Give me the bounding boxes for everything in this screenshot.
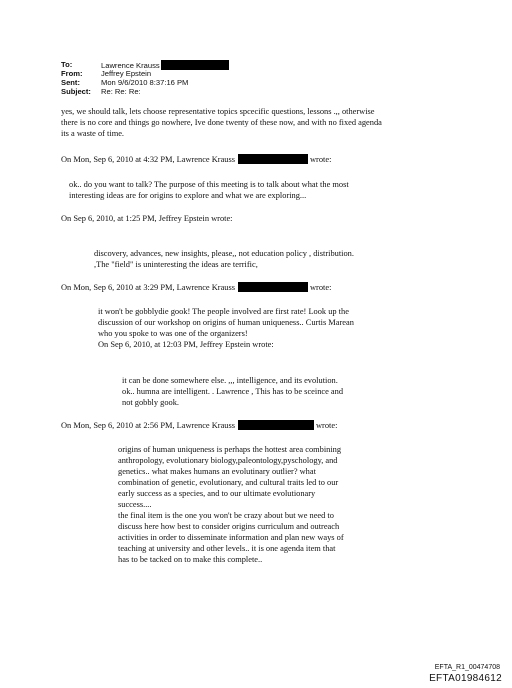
to-row xyxy=(61,60,361,69)
sent-label: Sent: xyxy=(61,78,80,87)
subject-value: Re: Re: Re: xyxy=(101,87,141,96)
text-line: genetics.. what makes humans an evolutinary outlier? what xyxy=(118,467,316,476)
quote-attribution: On Mon, Sep 6, 2010 at 4:32 PM, Lawrence Krauss wrote: xyxy=(61,155,332,164)
text-line: success.... xyxy=(118,500,152,509)
text-line: ,The "field" is uninteresting the ideas are terrific, xyxy=(94,260,258,269)
text-line: teaching at university and other levels.. it is one agenda item that xyxy=(118,544,336,553)
message-paragraph xyxy=(61,106,382,139)
text-line: discuss here how best to consider origins curriculum and outreach xyxy=(118,522,340,531)
text-line: combination of genetic, evolutionary, and cultural traits led to our xyxy=(118,478,339,487)
quoted-paragraph xyxy=(118,444,344,565)
text-line: the final item is the one you won't be crazy about but we need to xyxy=(118,511,334,520)
text-line: not gobbly gook. xyxy=(122,398,179,407)
quote-attribution: On Mon, Sep 6, 2010 at 3:29 PM, Lawrence Krauss wrote: xyxy=(61,283,332,292)
quoted-paragraph xyxy=(98,306,354,350)
quoted-paragraph xyxy=(122,375,343,408)
text-line: there is no core and things go nowhere, Ive done twenty of these now, and with no fixed agenda xyxy=(61,118,382,127)
text-line: interesting ideas are for origins to explore and what we are exploring... xyxy=(69,191,307,200)
text-line: origins of human uniqueness is perhaps the hottest area combining xyxy=(118,445,342,454)
text-line: anthropology, evolutionary biology,paleontology,pyschology, and xyxy=(118,456,338,465)
sent-value: Mon 9/6/2010 8:37:16 PM xyxy=(101,78,189,87)
to-value: Lawrence Krauss xyxy=(101,61,160,70)
bates-number-large: EFTA01984612 xyxy=(429,673,502,684)
from-row xyxy=(61,69,361,78)
text-line: has to be tacked on to make this complete.. xyxy=(118,555,263,564)
subject-row xyxy=(61,87,361,96)
email-header xyxy=(61,60,361,100)
text-line: discussion of our workshop on origins of human uniqueness.. Curtis Marean xyxy=(98,318,354,327)
text-line: it won't be gobblydie gook! The people involved are first rate! Look up the xyxy=(98,307,349,316)
text-line: early success as a species, and to our ultimate evolutionary xyxy=(118,489,316,498)
text-line: yes, we should talk, lets choose representative topics spcecific questions, lessons .,, otherwise xyxy=(61,107,375,116)
text-line: it can be done somewhere else. ,,, intelligence, and its evolution. xyxy=(122,376,338,385)
text-line: its a waste of time. xyxy=(61,129,125,138)
text-line: activities in order to disseminate information and plan new ways of xyxy=(118,533,344,542)
quoted-paragraph xyxy=(69,179,349,201)
text-line: ok.. do you want to talk? The purpose of this meeting is to talk about what the most xyxy=(69,180,349,189)
text-line: On Sep 6, 2010, at 12:03 PM, Jeffrey Epstein wrote: xyxy=(98,340,274,349)
bates-number-small: EFTA_R1_00474708 xyxy=(434,664,500,671)
quote-attribution: On Mon, Sep 6, 2010 at 2:56 PM, Lawrence Krauss wrote: xyxy=(61,421,338,430)
from-label: From: xyxy=(61,69,83,78)
from-value: Jeffrey Epstein xyxy=(101,69,152,78)
quoted-paragraph xyxy=(94,248,354,270)
quote-attribution: On Sep 6, 2010, at 1:25 PM, Jeffrey Epstein wrote: xyxy=(61,214,233,223)
to-label: To: xyxy=(61,60,73,69)
text-line: ok.. humna are intelligent. . Lawrence , This has to be sceince and xyxy=(122,387,344,396)
redaction-bar xyxy=(238,420,314,430)
sent-row xyxy=(61,78,361,87)
subject-label: Subject: xyxy=(61,87,91,96)
redaction-bar xyxy=(238,154,308,164)
redaction-bar xyxy=(238,282,308,292)
text-line: who you spoke to was one of the organizers! xyxy=(98,329,248,338)
text-line: discovery, advances, new insights, please,, not education policy , distribution. xyxy=(94,249,354,258)
